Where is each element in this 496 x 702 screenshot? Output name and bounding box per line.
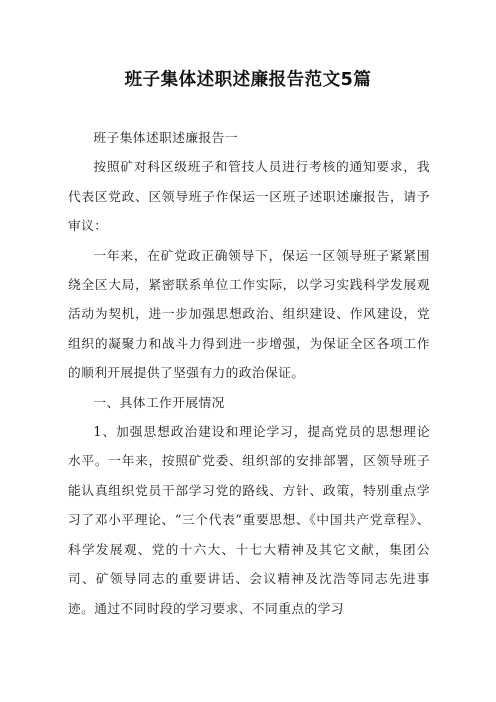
body-paragraph: 一年来，在矿党政正确领导下，保运一区领导班子紧紧围绕全区大局，紧密联系单位工作实际，以学习实践科学发展观活动为契机，进一步加强思想政治、组织建设、作风建设，党组织的凝聚力和战斗力得到进一步增强，为保证全区各项工作的顺利开展提供了坚强有力的政治保证。 bbox=[68, 247, 430, 381]
section-heading: 一、具体工作开展情况 bbox=[93, 394, 225, 410]
section-heading: 班子集体述职述廉报告一 bbox=[93, 130, 238, 145]
body-paragraph: 1、加强思想政治建设和理论学习，提高党员的思想理论水平。一年来，按照矿党委、组织部的安排部署，区领导班子能认真组织党员干部学习党的路线、方针、政策，特别重点学习了邓小平理论、“三个代表”重要思想、《中国共产党章程》、科学发展观、党的十六大、十七大精神及其它文献，集团公司、矿领导同志的重要讲话、会议精神及沈浩等同志先进事迹。通过不同时段的学习要求、不同重点的学习 bbox=[68, 424, 430, 616]
body-paragraph: 按照矿对科区级班子和管技人员进行考核的通知要求，我代表区党政、区领导班子作保运一区班子述职述廉报告，请予审议： bbox=[68, 159, 430, 234]
document-body bbox=[68, 123, 430, 623]
document-title: 班子集体述职述廉报告范文5篇 bbox=[124, 70, 372, 90]
